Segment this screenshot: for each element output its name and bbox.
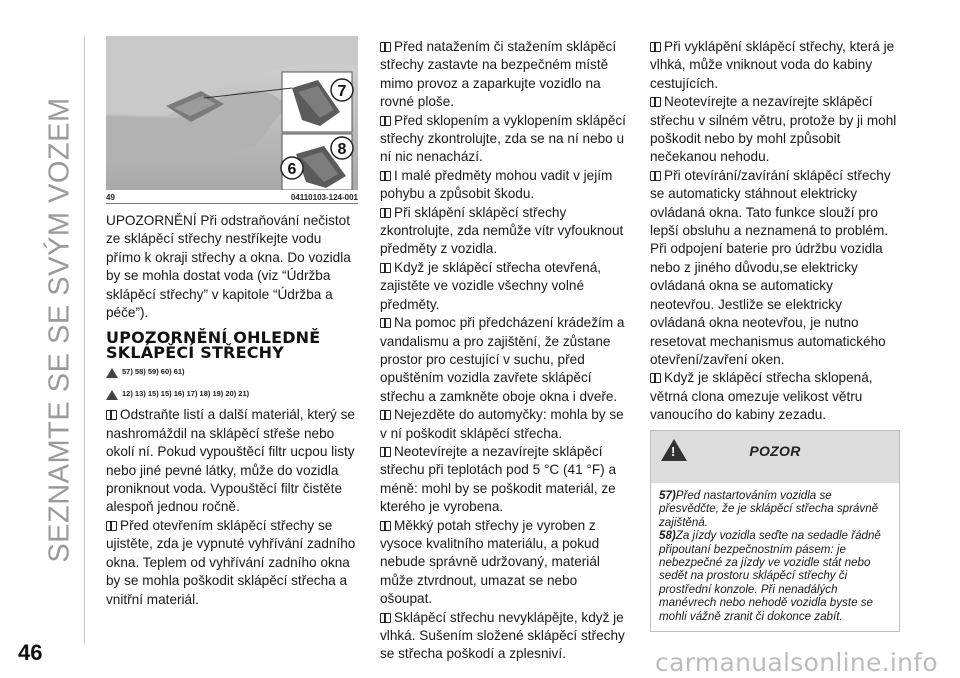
book-icon (106, 521, 117, 531)
figure-number: 49 (106, 193, 115, 202)
list-item: I malé předměty mohou vadit v jejím pohybu a způsobit škodu. (380, 167, 613, 202)
warning-icon (106, 368, 118, 378)
side-section-title: SEZNAMTE SE SE SVÝM VOZEM (43, 97, 76, 563)
list-item: Neotevírejte a nezavírejte sklápěcí střechu při teplotách pod 5 °C (41 °F) a méně: mohl by se poškodit materiál, ze kterého je vyrobena. (380, 443, 617, 515)
page-number: 46 (18, 640, 43, 665)
pozor-warning-box (650, 430, 900, 632)
book-icon (380, 410, 391, 420)
pozor-body (651, 483, 899, 623)
list-item: Měkký potah střechy je vyroben z vysoce kvalitního materiálu, a pokud nebude správně udržovaný, materiál může ztvrdnout, umazat se nebo ošoupat. (380, 517, 600, 607)
book-icon (650, 373, 661, 383)
list-item: Před otevřením sklápěcí střechy se ujistěte, zda je vypnuté vyhřívání zadního okna. Teplem od vyhřívání zadního okna by se mohla poškodit sklápěcí střecha a vnitřní materiál. (106, 517, 356, 607)
warning-references (106, 366, 358, 378)
column-2 (380, 38, 630, 664)
book-icon (380, 208, 391, 218)
figure-caption (106, 193, 358, 202)
list-item: Když je sklápěcí střecha otevřená, zajistěte ve vozidle všechny volné předměty. (380, 259, 602, 312)
book-icon (380, 116, 391, 126)
column-3 (650, 38, 900, 425)
caution-references (106, 388, 358, 400)
section-heading: UPOZORNĚNÍ OHLEDNĚ SKLÁPĚCÍ STŘECHY (106, 328, 321, 363)
list-item: Před sklopením a vyklopením sklápěcí střechy zkontrolujte, zda se na ní nebo u ní nic nenachází. (380, 112, 626, 165)
book-icon (650, 97, 661, 107)
list-item: Nejezděte do automyčky: mohla by se v ní poškodit sklápěcí střecha. (380, 407, 624, 441)
pozor-header (651, 431, 899, 483)
callout-8: 8 (337, 141, 347, 158)
list-item: Odstraňte listí a další materiál, který se nashromáždil na sklápěcí střeše nebo okolí ní. Pokud vypouštěcí filtr ucpou listy nebo jiné pevné látky, může do vozidla proniknout voda. Vypouštěcí filtr čistěte alespoň jednou ročně. (106, 407, 355, 515)
side-divider (84, 36, 85, 644)
book-icon (106, 410, 117, 420)
list-item: Při sklápění sklápěcí střechy zkontrolujte, zda nemůže vítr vyfouknout předměty z vozidla. (380, 204, 624, 257)
callout-7: 7 (337, 83, 347, 100)
list-item: Sklápěcí střechu nevyklápějte, když je vlhká. Sušením složené sklápěcí střechy se střecha poškodí a zplesniví. (380, 609, 625, 662)
list-item: Když je sklápěcí střecha sklopená, větrná clona omezuje velikost větru vanoucího do kabiny zezadu. (650, 370, 873, 423)
list-item: Při otevírání/zavírání sklápěcí střechy se automaticky stáhnout elektricky ovládaná okna. Tato funkce slouží pro lepší obsluhu a neznamená to problém. Při odpojení baterie pro údržbu vozidla nebo z jiného důvodu,se elektricky ovládaná okna se automaticky neotevřou. Jestliže se elektricky ovládaná okna neotevřou, je nutno resetovat mechanismus automatického otevření/zavření oken. (650, 167, 891, 367)
warning-refs-text: 57) 58) 59) 60) 61) (122, 367, 185, 377)
book-icon (380, 447, 391, 457)
pozor-item: 58)Za jízdy vozidla seďte na sedadle řádně připoutaní bezpečnostním pásem: je nebezpečné za jízdy ve vozidle stát nebo sedět na prostoru sklápěcí střechy či prostřední konzole. Při nenadálých manévrech nebo nehodě vozidla byste se mohli vážně zranit či dokonce zabít. (659, 529, 881, 623)
book-icon (380, 613, 391, 623)
book-icon (380, 521, 391, 531)
book-icon (650, 171, 661, 181)
book-icon (380, 42, 391, 52)
list-item: Na pomoc při předcházení krádežím a vandalismu a pro zajištění, že zůstane prostor pro cestující v suchu, před opuštěním vozidla zavřete sklápěcí střechu a zamkněte oboje okna i dveře. (380, 315, 625, 404)
warning-icon (106, 390, 118, 400)
roof-latch-illustration (106, 36, 358, 190)
figure-image (106, 36, 358, 190)
book-icon (380, 263, 391, 273)
intro-notice: UPOZORNĚNÍ Při odstraňování nečistot ze sklápěcí střechy nestříkejte vodu přímo k okraji střechy a okna. Do vozidla by se mohla dostat voda (viz “Údržba sklápěcí střechy” v kapitole “Údržba a péče”). (106, 213, 351, 321)
watermark: carmanualsonline.info (655, 648, 938, 677)
list-item: Neotevírejte a nezavírejte sklápěcí střechu v silném větru, protože by ji mohl poškodit nebo by mohl způsobit nečekanou nehodu. (650, 94, 897, 165)
column-1 (106, 212, 358, 609)
book-icon (380, 171, 391, 181)
figure-code: 04110103-124-001 (290, 193, 358, 202)
list-item: Před natažením či stažením sklápěcí střechy zastavte na bezpečném místě mimo provoz a zaparkujte vozidlo na rovné ploše. (380, 39, 617, 110)
callout-6: 6 (287, 161, 297, 178)
list-item: Při vyklápění sklápěcí střechy, která je vlhká, může vniknout voda do kabiny cestujících. (650, 39, 895, 91)
book-icon (380, 318, 391, 328)
figure-rule (106, 203, 358, 204)
caution-refs-text: 12) 13) 15) 15) 16) 17) 18) 19) 20) 21) (122, 389, 250, 399)
warning-triangle-icon: ! (661, 439, 687, 461)
book-icon (650, 42, 661, 52)
pozor-title: POZOR (749, 443, 801, 459)
pozor-item: 57)Před nastartováním vozidla se přesvědčte, že je sklápěcí střecha správně zajištěná. (659, 489, 879, 529)
